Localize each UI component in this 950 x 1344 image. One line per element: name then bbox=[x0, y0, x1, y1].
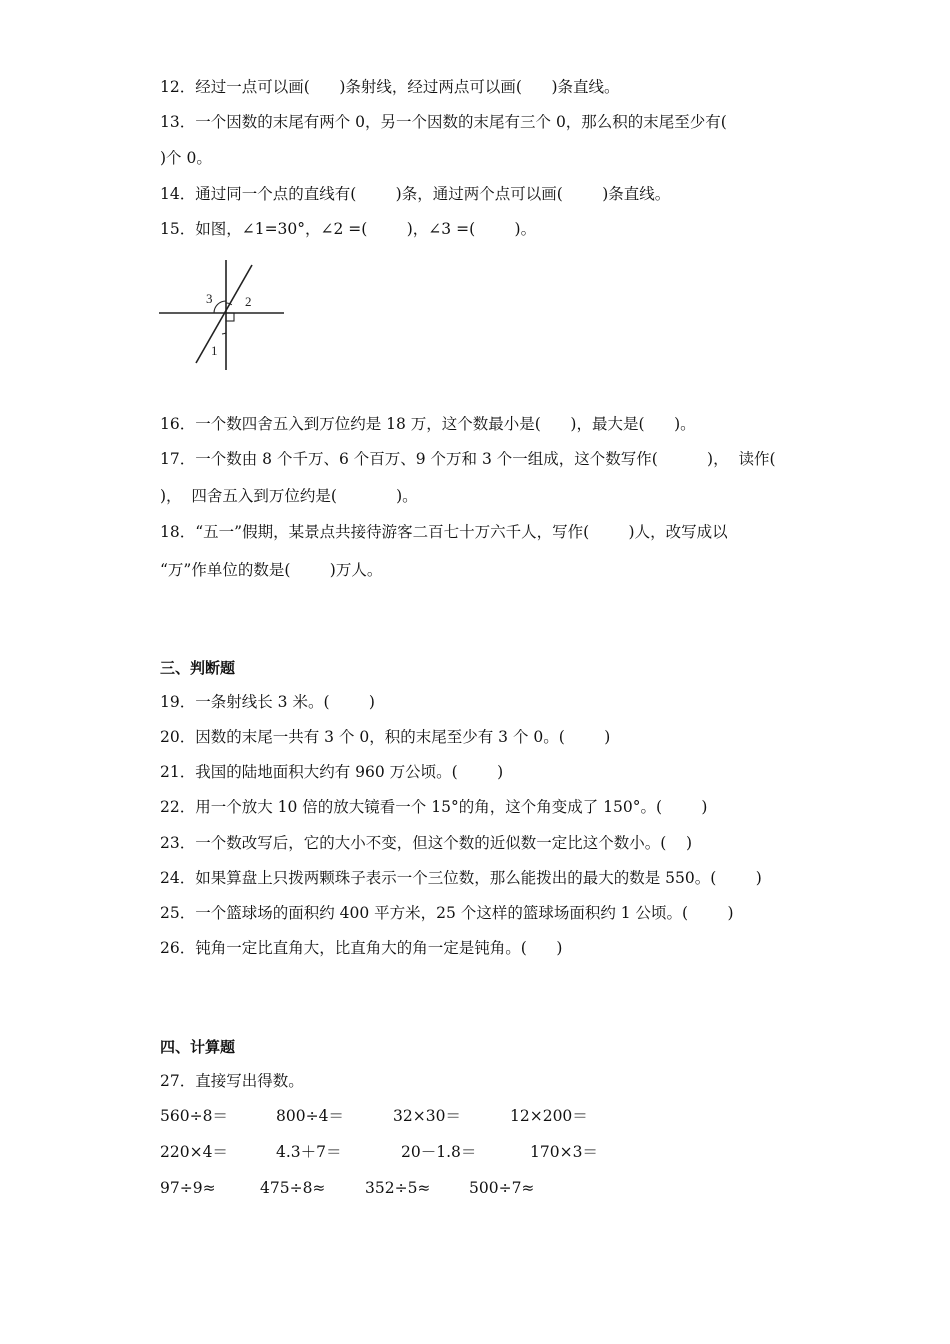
calc-item: 170×3＝ bbox=[530, 1143, 598, 1161]
question-13-continued: )个 0。 bbox=[160, 149, 212, 167]
question-18-continued: “万”作单位的数是( )万人。 bbox=[160, 561, 383, 579]
calc-item: 220×4＝ bbox=[160, 1143, 228, 1161]
calc-item: 32×30＝ bbox=[393, 1107, 461, 1125]
calc-item: 352÷5≈ bbox=[365, 1179, 431, 1197]
calc-item: 800÷4＝ bbox=[276, 1107, 344, 1125]
question-22: 22．用一个放大 10 倍的放大镜看一个 15°的角，这个角变成了 150°。( ) bbox=[160, 798, 708, 816]
oblique-line bbox=[196, 265, 252, 363]
question-17-continued: )， 四舍五入到万位约是( )。 bbox=[160, 487, 418, 505]
question-16: 16．一个数四舍五入到万位约是 18 万，这个数最小是( )，最大是( )。 bbox=[160, 415, 696, 433]
calc-item: 97÷9≈ bbox=[160, 1179, 216, 1197]
question-26: 26．钝角一定比直角大，比直角大的角一定是钝角。( ) bbox=[160, 939, 563, 957]
calc-item: 12×200＝ bbox=[510, 1107, 588, 1125]
calc-item: 500÷7≈ bbox=[469, 1179, 535, 1197]
question-18: 18．“五一”假期，某景点共接待游客二百七十万六千人，写作( )人，改写成以 bbox=[160, 523, 728, 541]
question-13: 13．一个因数的末尾有两个 0，另一个因数的末尾有三个 0，那么积的末尾至少有( bbox=[160, 113, 727, 131]
right-angle-mark bbox=[226, 313, 234, 321]
question-15: 15．如图，∠1=30°，∠2 =( )，∠3 =( )。 bbox=[160, 220, 537, 238]
calc-item: 475÷8≈ bbox=[260, 1179, 326, 1197]
angle-3-arc bbox=[214, 301, 226, 313]
question-19: 19．一条射线长 3 米。( ) bbox=[160, 693, 375, 711]
section-title-calculation: 四、计算题 bbox=[160, 1038, 236, 1056]
question-12: 12．经过一点可以画( )条射线，经过两点可以画( )条直线。 bbox=[160, 78, 620, 96]
angle-label-2: 2 bbox=[245, 294, 252, 309]
question-27: 27．直接写出得数。 bbox=[160, 1072, 304, 1090]
question-21: 21．我国的陆地面积大约有 960 万公顷。( ) bbox=[160, 763, 504, 781]
intersecting-lines-diagram bbox=[156, 255, 288, 375]
calc-item: 560÷8＝ bbox=[160, 1107, 228, 1125]
angle-figure bbox=[156, 255, 288, 375]
section-title-judgement: 三、判断题 bbox=[160, 659, 236, 677]
question-24: 24．如果算盘上只拨两颗珠子表示一个三位数，那么能拨出的最大的数是 550。( ) bbox=[160, 869, 762, 887]
question-20: 20．因数的末尾一共有 3 个 0，积的末尾至少有 3 个 0。( ) bbox=[160, 728, 611, 746]
calc-item: 4.3＋7＝ bbox=[276, 1143, 342, 1161]
question-14: 14．通过同一个点的直线有( )条，通过两个点可以画( )条直线。 bbox=[160, 185, 671, 203]
question-25: 25．一个篮球场的面积约 400 平方米，25 个这样的篮球场面积约 1 公顷。( ) bbox=[160, 904, 734, 922]
calc-item: 20－1.8＝ bbox=[401, 1143, 477, 1161]
question-17: 17．一个数由 8 个千万、6 个百万、9 个万和 3 个一组成，这个数写作( )， 读作( bbox=[160, 450, 776, 468]
angle-label-3: 3 bbox=[206, 291, 213, 306]
question-23: 23．一个数改写后，它的大小不变，但这个数的近似数一定比这个数小。( ) bbox=[160, 834, 693, 852]
angle-label-1: 1 bbox=[211, 343, 218, 358]
